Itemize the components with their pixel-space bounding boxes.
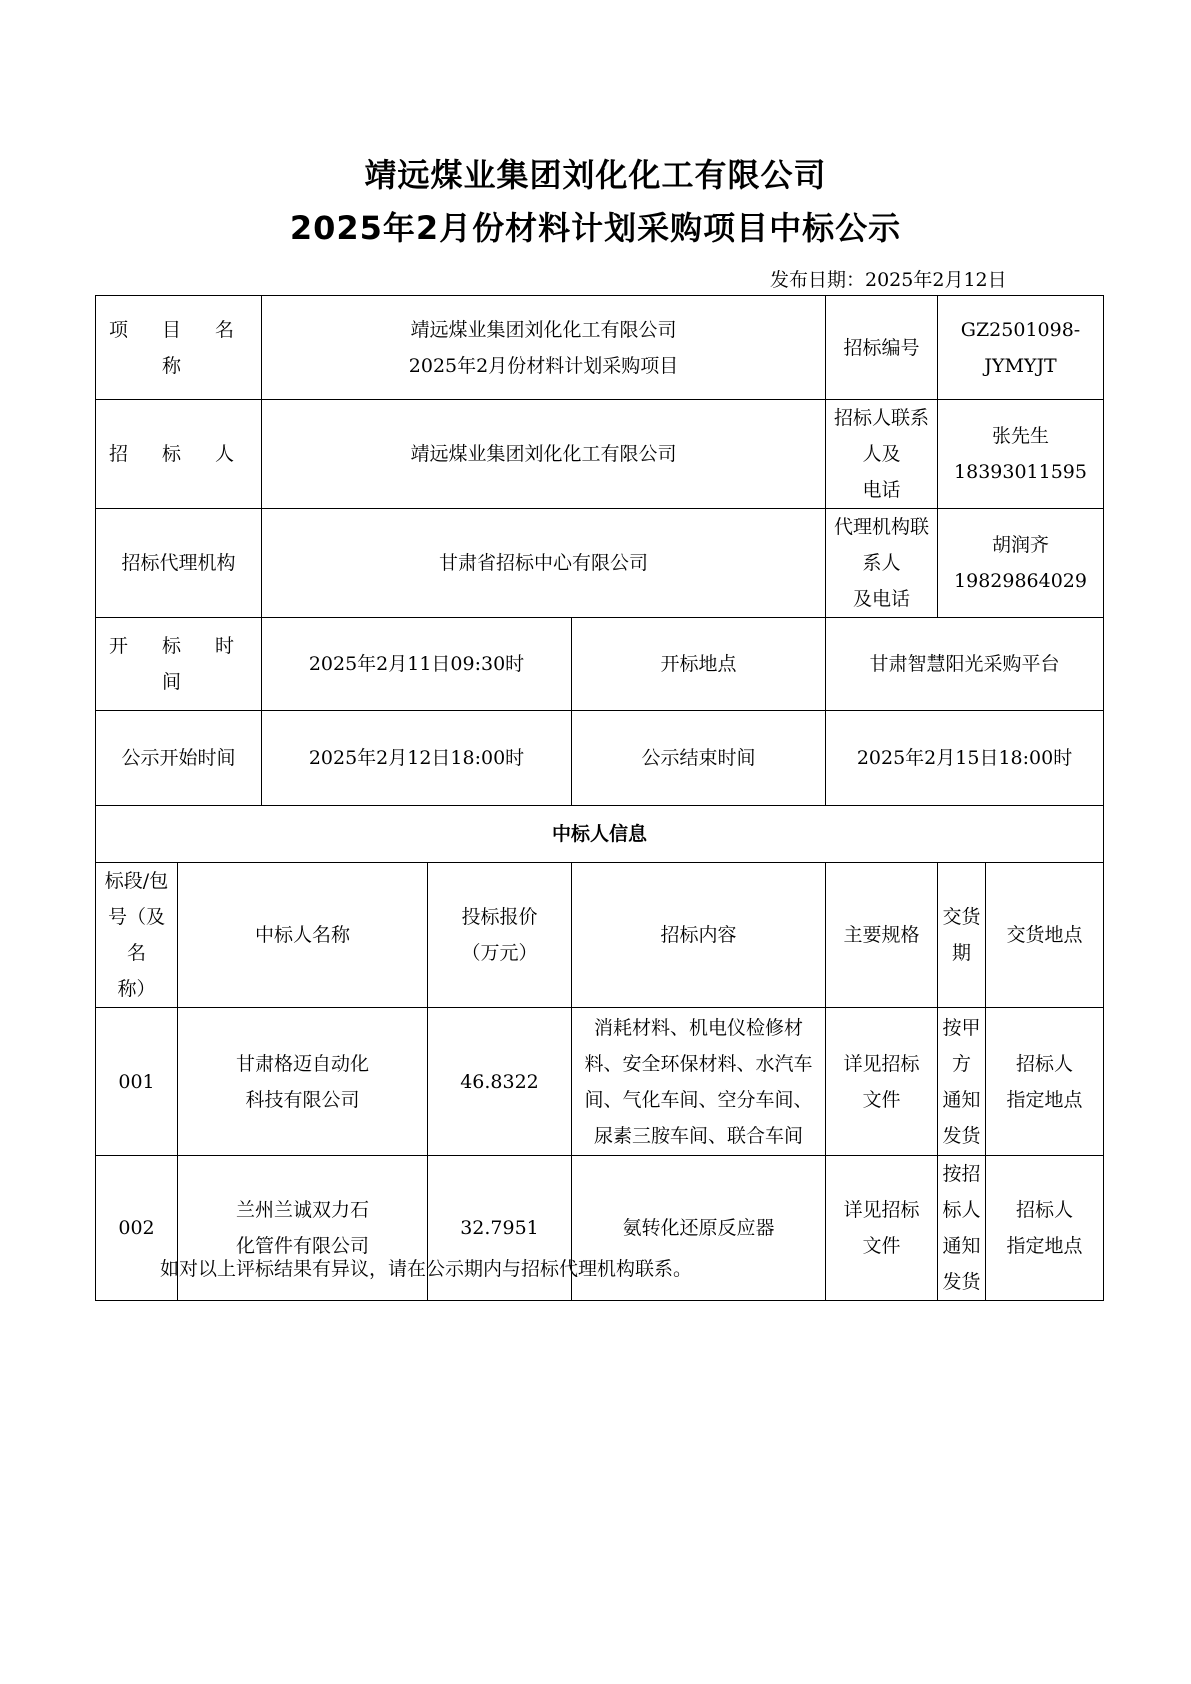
content-line-4: 尿素三胺车间、联合车间 xyxy=(594,1124,804,1147)
row-price: 46.8322 xyxy=(428,1008,572,1156)
header-lot-line-1: 标段/包 xyxy=(104,870,169,892)
publicity-start-value: 2025年2月12日18:00时 xyxy=(262,711,572,806)
spec-line-1: 详见招标 xyxy=(843,1052,920,1075)
delivery-line-1: 按甲方 xyxy=(942,1016,981,1075)
row-tenderer xyxy=(96,400,1104,509)
winner-name-line-2: 科技有限公司 xyxy=(245,1088,360,1111)
row-content xyxy=(572,1008,826,1156)
header-lot-line-2: 号（及名 xyxy=(107,906,165,964)
header-lot xyxy=(96,863,178,1008)
title-line-2: 2025年2月份材料计划采购项目中标公示 xyxy=(289,209,902,247)
agency-contact-label-line-1: 代理机构联系人 xyxy=(834,516,930,574)
row-winner-name xyxy=(178,1008,428,1156)
winner-name-line-1: 兰州兰诚双力石 xyxy=(235,1199,369,1221)
publicity-start-label: 公示开始时间 xyxy=(96,711,262,806)
tenderer-label: 招 标 人 xyxy=(96,400,262,509)
tenderer-contact-label xyxy=(826,400,938,509)
row-place xyxy=(986,1156,1104,1301)
row-open-time xyxy=(96,618,1104,711)
title-line-1: 靖远煤业集团刘化化工有限公司 xyxy=(364,156,827,194)
tenderer-value: 靖远煤业集团刘化化工有限公司 xyxy=(262,400,826,509)
open-place-value: 甘肃智慧阳光采购平台 xyxy=(826,618,1104,711)
objection-note: 如对以上评标结果有异议，请在公示期内与招标代理机构联系。 xyxy=(160,1258,693,1280)
row-delivery xyxy=(938,1156,986,1301)
tender-no-value: GZ2501098-JYMYJT xyxy=(938,296,1104,400)
tenderer-contact-label-line-1: 招标人联系人及 xyxy=(834,407,930,465)
open-time-label: 开 标 时 间 xyxy=(96,618,262,711)
winners-header-row xyxy=(96,863,1104,1008)
winners-section-title: 中标人信息 xyxy=(96,806,1104,863)
agency-contact-label xyxy=(826,509,938,618)
agency-contact-phone: 19829864029 xyxy=(954,570,1087,592)
delivery-line-2: 通知发货 xyxy=(942,1088,981,1147)
place-line-1: 招标人 xyxy=(1016,1052,1074,1075)
header-price-line-2: （万元） xyxy=(461,942,538,964)
open-place-label: 开标地点 xyxy=(572,618,826,711)
tender-no-label: 招标编号 xyxy=(826,296,938,400)
row-section-title xyxy=(96,806,1104,863)
agency-contact-name: 胡润齐 xyxy=(992,534,1050,556)
content-line-1: 消耗材料、机电仪检修材 xyxy=(594,1016,804,1039)
row-spec xyxy=(826,1156,938,1301)
spec-line-1: 详见招标 xyxy=(843,1199,920,1221)
announcement-table xyxy=(95,295,1104,1301)
publish-date: 发布日期：2025年2月12日 xyxy=(770,269,1007,291)
publicity-end-label: 公示结束时间 xyxy=(572,711,826,806)
project-name-line-1: 靖远煤业集团刘化化工有限公司 xyxy=(410,318,677,341)
row-delivery xyxy=(938,1008,986,1156)
open-time-value: 2025年2月11日09:30时 xyxy=(262,618,572,711)
agency-contact-value xyxy=(938,509,1104,618)
row-lot: 001 xyxy=(96,1008,178,1156)
tenderer-contact-value xyxy=(938,400,1104,509)
delivery-line-2: 通知发货 xyxy=(942,1235,981,1293)
header-delivery: 交货期 xyxy=(938,863,986,1008)
table-row xyxy=(96,1008,1104,1156)
place-line-2: 指定地点 xyxy=(1006,1235,1083,1257)
tenderer-contact-label-line-2: 电话 xyxy=(862,479,901,501)
place-line-2: 指定地点 xyxy=(1006,1088,1083,1111)
tenderer-contact-phone: 18393011595 xyxy=(954,461,1087,483)
agency-value: 甘肃省招标中心有限公司 xyxy=(262,509,826,618)
header-price xyxy=(428,863,572,1008)
header-spec: 主要规格 xyxy=(826,863,938,1008)
agency-contact-label-line-2: 及电话 xyxy=(853,588,911,610)
tenderer-contact-name: 张先生 xyxy=(992,425,1050,447)
row-agency xyxy=(96,509,1104,618)
header-name: 中标人名称 xyxy=(178,863,428,1008)
row-lot: 002 xyxy=(96,1156,178,1301)
header-price-line-1: 投标报价 xyxy=(461,906,538,928)
spec-line-2: 文件 xyxy=(862,1088,901,1111)
project-name-value xyxy=(262,296,826,400)
row-content: 氨转化还原反应器 xyxy=(572,1156,826,1301)
content-line-3: 间、气化车间、空分车间、 xyxy=(584,1088,813,1111)
header-place: 交货地点 xyxy=(986,863,1104,1008)
place-line-1: 招标人 xyxy=(1016,1199,1074,1221)
row-place xyxy=(986,1008,1104,1156)
row-project-name xyxy=(96,296,1104,400)
row-publicity xyxy=(96,711,1104,806)
winner-name-line-2: 化管件有限公司 xyxy=(235,1235,369,1257)
delivery-line-1: 按招标人 xyxy=(942,1163,981,1221)
row-spec xyxy=(826,1008,938,1156)
spec-line-2: 文件 xyxy=(862,1235,901,1257)
header-content: 招标内容 xyxy=(572,863,826,1008)
project-name-line-2: 2025年2月份材料计划采购项目 xyxy=(408,354,679,377)
content-line-2: 料、安全环保材料、水汽车 xyxy=(584,1052,813,1075)
header-lot-line-3: 称） xyxy=(117,978,156,1000)
agency-label: 招标代理机构 xyxy=(96,509,262,618)
project-name-label: 项 目 名 称 xyxy=(96,296,262,400)
publicity-end-value: 2025年2月15日18:00时 xyxy=(826,711,1104,806)
row-price: 32.7951 xyxy=(428,1156,572,1301)
winner-name-line-1: 甘肃格迈自动化 xyxy=(235,1052,369,1075)
